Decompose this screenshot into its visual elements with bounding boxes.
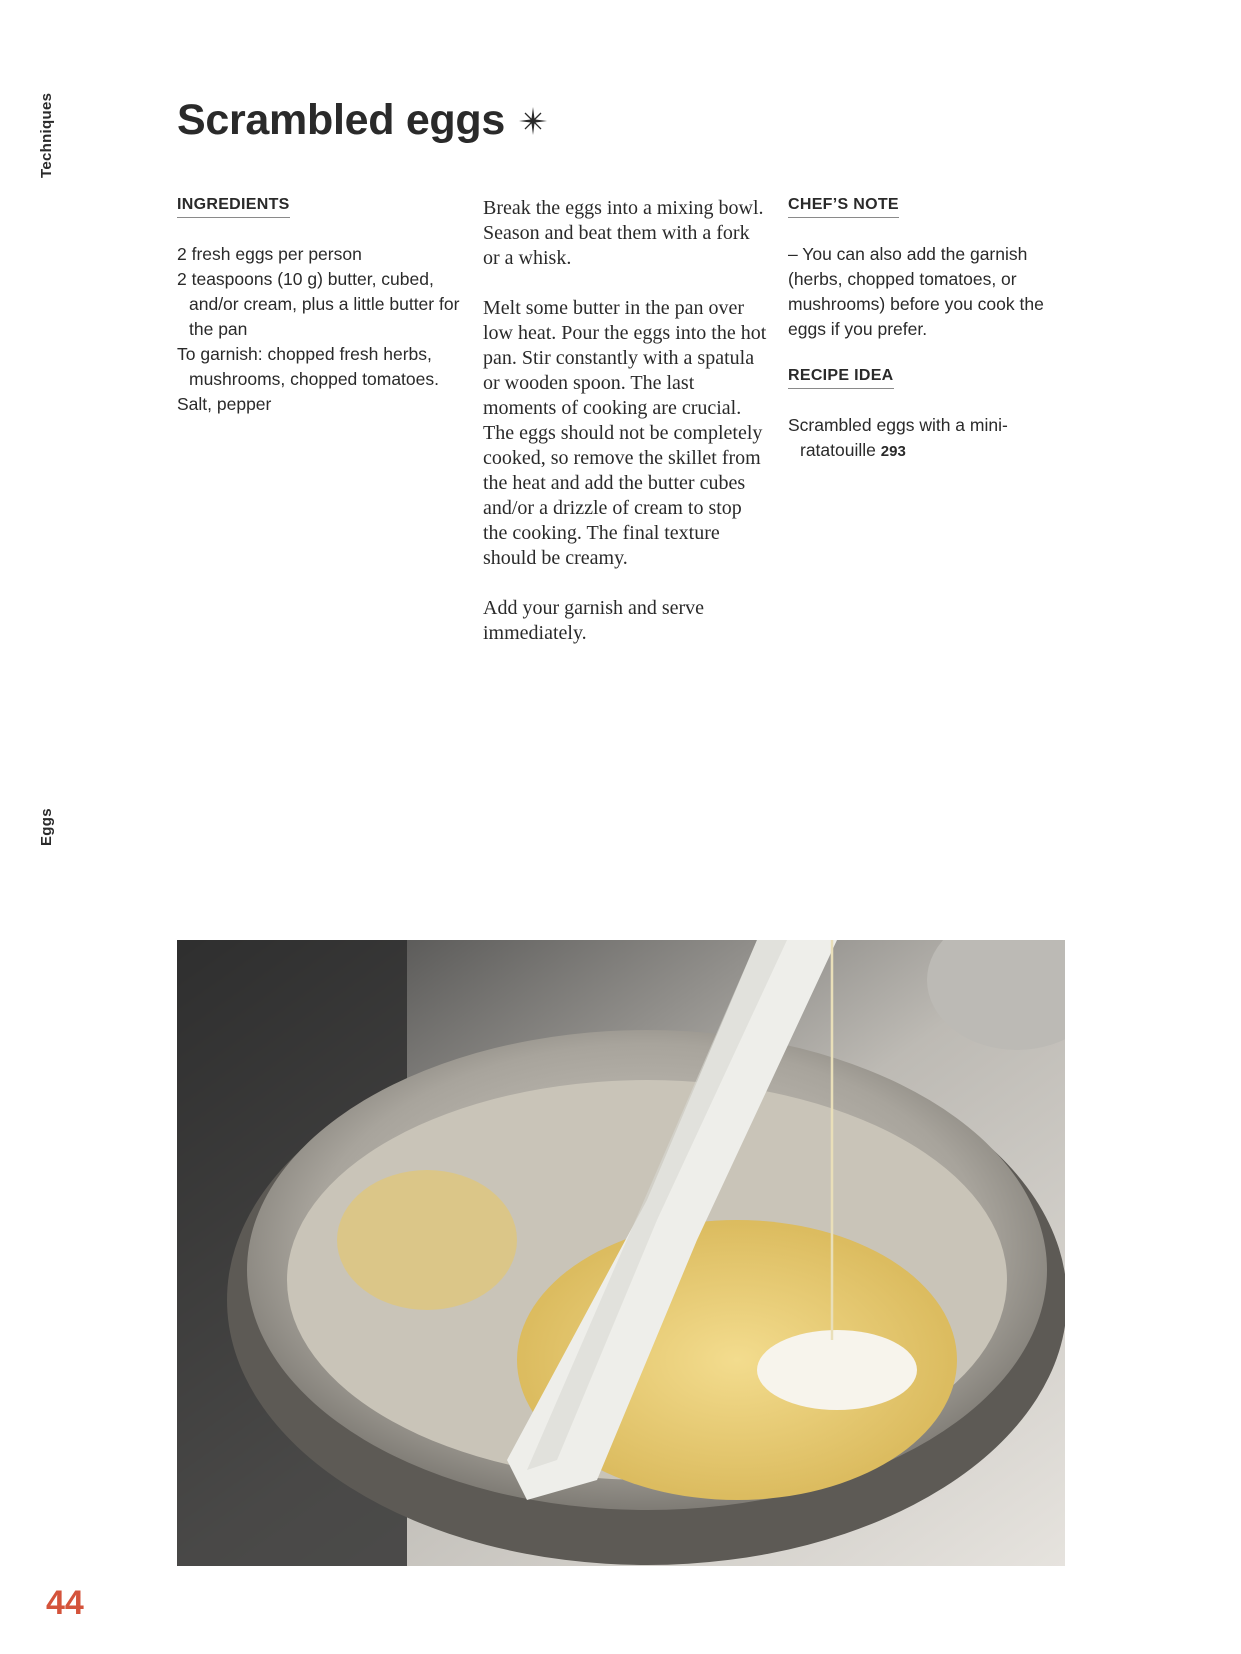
ingredients-list: [177, 242, 462, 417]
chefs-note-heading: CHEF’S NOTE: [788, 196, 899, 218]
section-side-label: [38, 92, 68, 195]
chapter-side-label: [38, 808, 68, 863]
ingredient-item: 2 fresh eggs per person: [177, 244, 362, 264]
recipe-idea-heading: RECIPE IDEA: [788, 367, 894, 389]
recipe-idea-text: [788, 413, 1063, 464]
ingredient-item: To garnish: chopped fresh herbs, mushrooms, chopped tomatoes.: [177, 344, 439, 389]
ingredients-column: [177, 196, 462, 417]
page-title-text: Scrambled eggs: [177, 96, 505, 144]
section-side-label-text: Techniques: [38, 92, 55, 178]
method-column: [483, 196, 768, 671]
ingredient-item: Salt, pepper: [177, 394, 272, 414]
recipe-idea-page-ref: 293: [880, 443, 906, 460]
ingredients-heading: INGREDIENTS: [177, 196, 290, 218]
chapter-side-label-text: Eggs: [38, 808, 55, 846]
sparkle-star-icon: [517, 105, 549, 137]
ingredient-item: 2 teaspoons (10 g) butter, cubed, and/or cream, plus a little butter for the pan: [177, 269, 460, 339]
pan-illustration: [177, 940, 1065, 1566]
method-paragraph: Break the eggs into a mixing bowl. Season and beat them with a fork or a whisk.: [483, 197, 764, 269]
method-paragraph: Melt some butter in the pan over low heat. Pour the eggs into the hot pan. Stir constantly with a spatula or wooden spoon. The last moments of cooking are crucial. The eggs should not be completely cooked, so remove the skillet from the heat and add the butter cubes and/or a drizzle of cream to stop the cooking. The final texture should be creamy.: [483, 297, 767, 569]
method-paragraph: Add your garnish and serve immediately.: [483, 597, 705, 644]
chefs-note-text: – You can also add the garnish (herbs, chopped tomatoes, or mushrooms) before you cook the eggs if you prefer.: [788, 244, 1044, 339]
recipe-idea-label: Scrambled eggs with a mini-ratatouille: [788, 415, 1008, 460]
page-title: [177, 96, 549, 145]
notes-column: [788, 196, 1063, 464]
scrambled-eggs-photo: [177, 940, 1065, 1566]
page-number: 44: [46, 1584, 84, 1622]
